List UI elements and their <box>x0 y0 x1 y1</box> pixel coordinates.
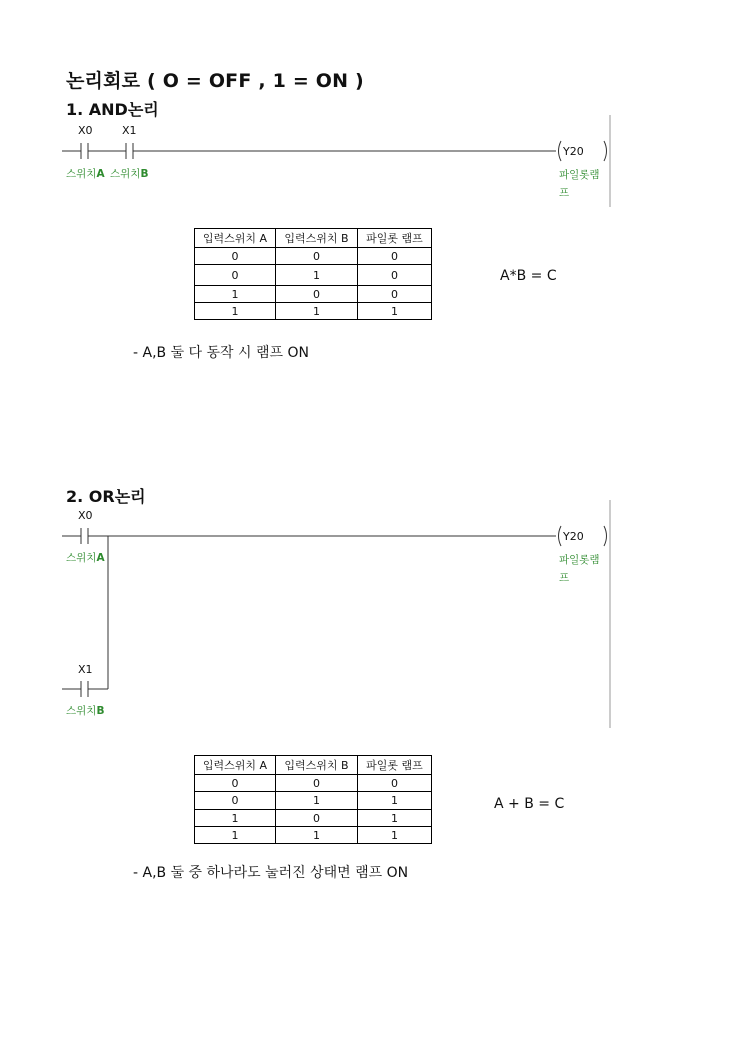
and-heading: 1. AND논리 <box>66 100 159 119</box>
and-contact1-addr: X0 <box>78 124 93 137</box>
and-table-header: 입력스위치 A <box>195 229 276 248</box>
and-coil-addr: Y20 <box>563 145 584 158</box>
or-coil-right-paren <box>604 526 607 546</box>
table-cell: 1 <box>195 827 276 844</box>
or-truth-table <box>194 755 432 844</box>
table-cell: 1 <box>358 303 432 320</box>
table-cell: 0 <box>276 775 358 792</box>
or-contact-x1 <box>81 681 88 697</box>
table-cell: 0 <box>276 286 358 303</box>
table-row <box>195 265 432 286</box>
or-table-header: 입력스위치 B <box>276 756 358 775</box>
table-cell: 0 <box>276 248 358 265</box>
table-cell: 0 <box>195 248 276 265</box>
table-cell: 0 <box>358 265 432 286</box>
table-cell: 1 <box>276 827 358 844</box>
or-table-header: 파일롯 램프 <box>358 756 432 775</box>
or-coil-addr: Y20 <box>563 530 584 543</box>
and-coil-label-line1: 파일롯램 <box>559 169 600 181</box>
table-cell: 0 <box>358 248 432 265</box>
table-cell: 1 <box>358 810 432 827</box>
table-row <box>195 792 432 810</box>
table-row <box>195 810 432 827</box>
table-row <box>195 775 432 792</box>
and-contact2-addr: X1 <box>122 124 137 137</box>
and-coil-right-paren <box>604 141 607 161</box>
or-note: - A,B 둘 중 하나라도 눌러진 상태면 램프 ON <box>133 865 409 881</box>
or-ladder-diagram <box>0 500 740 725</box>
table-cell: 0 <box>195 792 276 810</box>
or-formula: A + B = C <box>494 796 565 812</box>
table-cell: 1 <box>358 827 432 844</box>
page-title: 논리회로 ( O = OFF , 1 = ON ) <box>66 70 364 92</box>
table-cell: 1 <box>195 303 276 320</box>
or-coil-label-line2: 프 <box>559 572 570 584</box>
and-formula: A*B = C <box>500 268 557 284</box>
or-contact2-label: 스위치B <box>66 705 105 717</box>
table-cell: 0 <box>195 775 276 792</box>
and-note: - A,B 둘 다 동작 시 램프 ON <box>133 345 309 361</box>
table-cell: 1 <box>195 810 276 827</box>
or-table-header: 입력스위치 A <box>195 756 276 775</box>
or-contact-x0 <box>81 528 88 544</box>
and-contact-x0 <box>81 143 88 159</box>
table-row <box>195 286 432 303</box>
and-coil-label-line2: 프 <box>559 187 570 199</box>
table-row <box>195 303 432 320</box>
table-cell: 1 <box>276 265 358 286</box>
or-heading: 2. OR논리 <box>66 487 146 506</box>
and-table-header: 입력스위치 B <box>276 229 358 248</box>
table-cell: 0 <box>358 775 432 792</box>
and-table-header: 파일롯 램프 <box>358 229 432 248</box>
or-coil-left-paren <box>559 526 562 546</box>
or-contact1-label: 스위치A <box>66 552 105 564</box>
and-truth-table <box>194 228 432 320</box>
table-cell: 0 <box>358 286 432 303</box>
or-contact1-addr: X0 <box>78 509 93 522</box>
and-ladder-diagram <box>0 115 740 210</box>
table-cell: 0 <box>276 810 358 827</box>
table-cell: 1 <box>276 303 358 320</box>
table-cell: 1 <box>195 286 276 303</box>
or-coil-label-line1: 파일롯램 <box>559 554 600 566</box>
table-row <box>195 827 432 844</box>
table-cell: 1 <box>358 792 432 810</box>
and-contact1-label: 스위치A <box>66 168 105 180</box>
table-row <box>195 248 432 265</box>
table-cell: 0 <box>195 265 276 286</box>
and-coil-left-paren <box>559 141 562 161</box>
or-contact2-addr: X1 <box>78 663 93 676</box>
and-contact2-label: 스위치B <box>110 168 149 180</box>
and-contact-x1 <box>126 143 133 159</box>
table-cell: 1 <box>276 792 358 810</box>
